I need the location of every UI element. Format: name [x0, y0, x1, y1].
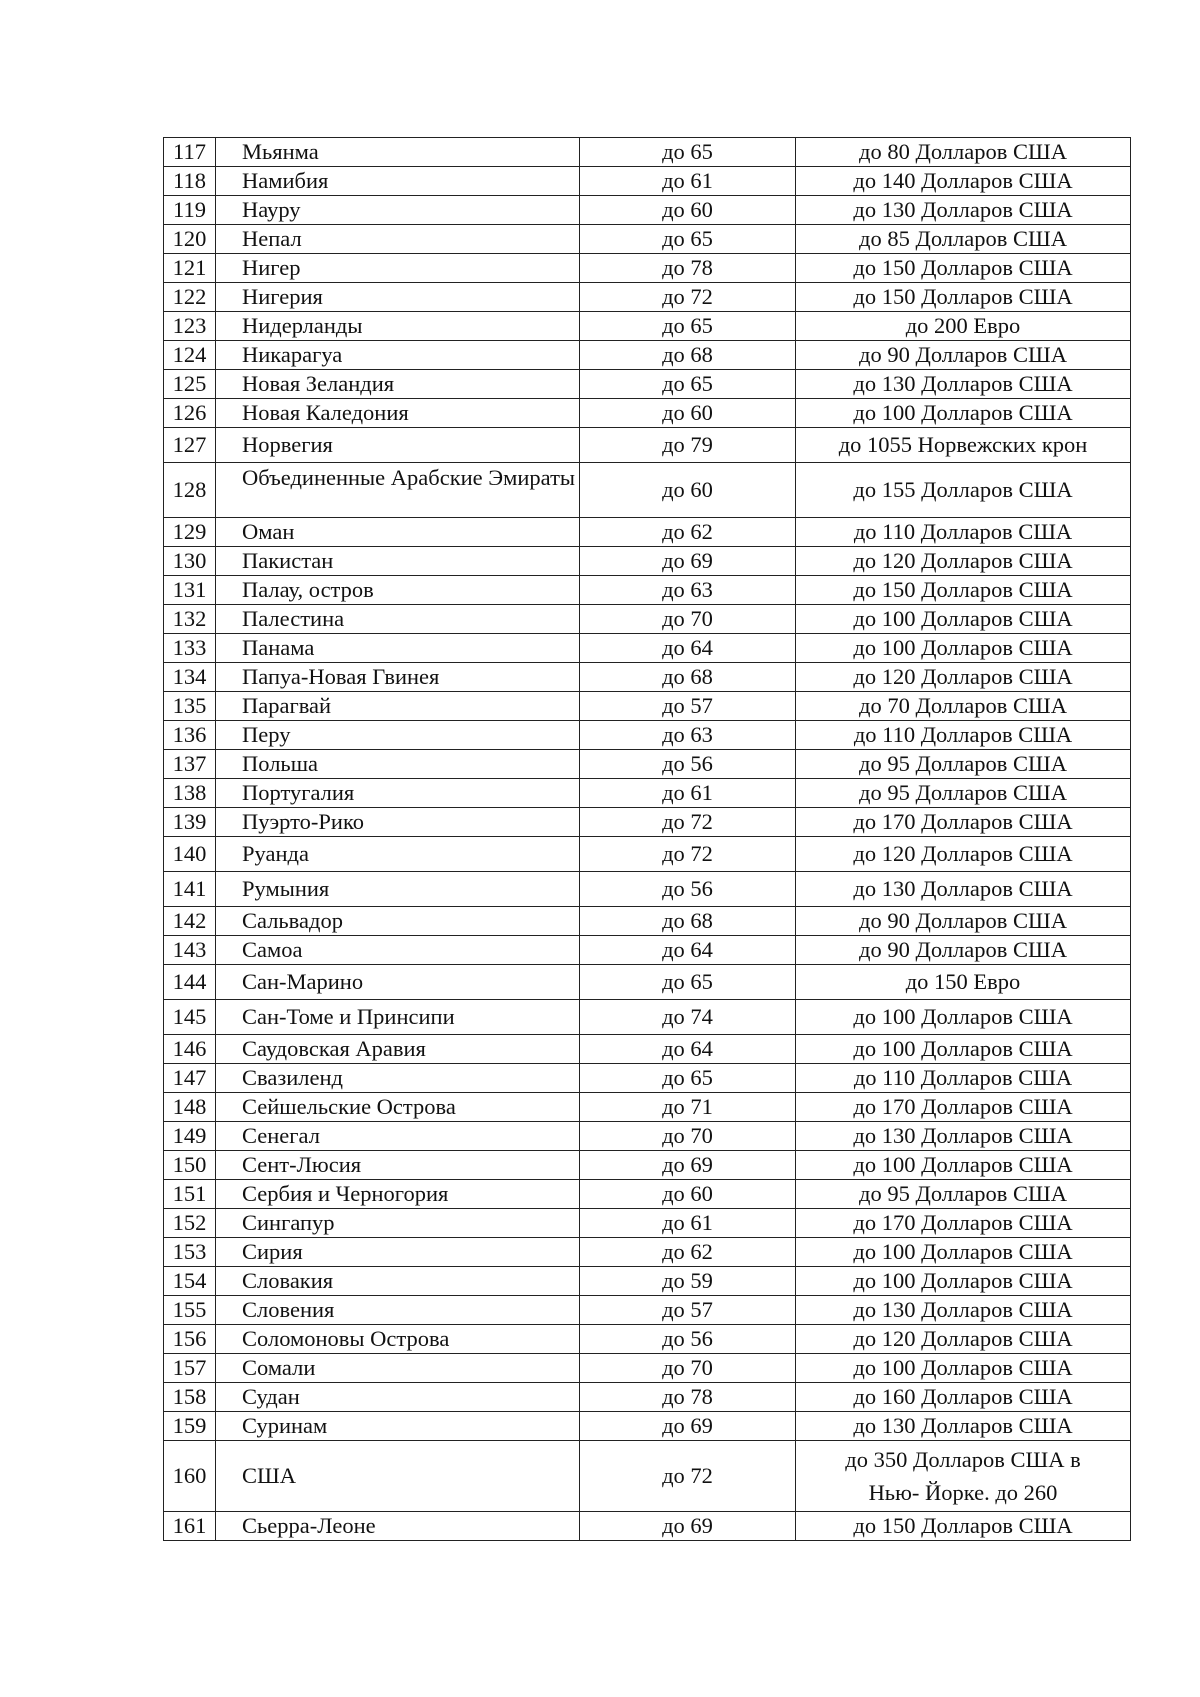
amount-cell: до 100 Долларов США	[796, 605, 1131, 634]
age-limit-cell: до 69	[580, 1151, 796, 1180]
row-number-cell: 145	[164, 1000, 216, 1035]
amount-cell: до 200 Евро	[796, 312, 1131, 341]
country-cell: Сенегал	[216, 1122, 580, 1151]
country-cell: Папуа-Новая Гвинея	[216, 663, 580, 692]
row-number-cell: 119	[164, 196, 216, 225]
row-number-cell: 146	[164, 1035, 216, 1064]
table-row	[164, 196, 1131, 225]
row-number-cell: 127	[164, 428, 216, 463]
amount-cell: до 70 Долларов США	[796, 692, 1131, 721]
amount-cell: до 110 Долларов США	[796, 518, 1131, 547]
table-row	[164, 1122, 1131, 1151]
age-limit-cell: до 68	[580, 663, 796, 692]
table-row	[164, 341, 1131, 370]
age-limit-cell: до 72	[580, 1441, 796, 1512]
country-cell: Сент-Люсия	[216, 1151, 580, 1180]
age-limit-cell: до 61	[580, 779, 796, 808]
table-row	[164, 138, 1131, 167]
amount-cell: до 95 Долларов США	[796, 779, 1131, 808]
row-number-cell: 134	[164, 663, 216, 692]
country-cell: США	[216, 1441, 580, 1512]
row-number-cell: 153	[164, 1238, 216, 1267]
table-row	[164, 576, 1131, 605]
age-limit-cell: до 63	[580, 576, 796, 605]
table-row	[164, 1354, 1131, 1383]
country-cell: Соломоновы Острова	[216, 1325, 580, 1354]
row-number-cell: 160	[164, 1441, 216, 1512]
country-cell: Непал	[216, 225, 580, 254]
amount-cell: до 170 Долларов США	[796, 808, 1131, 837]
row-number-cell: 137	[164, 750, 216, 779]
row-number-cell: 152	[164, 1209, 216, 1238]
table-row	[164, 370, 1131, 399]
age-limit-cell: до 57	[580, 692, 796, 721]
amount-cell: до 110 Долларов США	[796, 721, 1131, 750]
age-limit-cell: до 56	[580, 872, 796, 907]
row-number-cell: 129	[164, 518, 216, 547]
table-row	[164, 837, 1131, 872]
table-row	[164, 965, 1131, 1000]
age-limit-cell: до 62	[580, 518, 796, 547]
age-limit-cell: до 64	[580, 1035, 796, 1064]
age-limit-cell: до 62	[580, 1238, 796, 1267]
country-cell: Объединенные Арабские Эмираты	[216, 463, 580, 518]
country-cell: Руанда	[216, 837, 580, 872]
amount-cell: до 110 Долларов США	[796, 1064, 1131, 1093]
row-number-cell: 117	[164, 138, 216, 167]
amount-cell: до 350 Долларов США в Нью- Йорке. до 260	[796, 1441, 1131, 1512]
rates-table-body	[164, 138, 1131, 1541]
row-number-cell: 154	[164, 1267, 216, 1296]
table-row	[164, 1238, 1131, 1267]
amount-cell: до 100 Долларов США	[796, 1000, 1131, 1035]
country-cell: Парагвай	[216, 692, 580, 721]
age-limit-cell: до 70	[580, 1354, 796, 1383]
amount-cell: до 150 Долларов США	[796, 576, 1131, 605]
table-row	[164, 225, 1131, 254]
table-row	[164, 254, 1131, 283]
row-number-cell: 144	[164, 965, 216, 1000]
table-row	[164, 1000, 1131, 1035]
age-limit-cell: до 71	[580, 1093, 796, 1122]
amount-cell: до 100 Долларов США	[796, 1267, 1131, 1296]
amount-cell: до 160 Долларов США	[796, 1383, 1131, 1412]
age-limit-cell: до 61	[580, 167, 796, 196]
age-limit-cell: до 65	[580, 312, 796, 341]
table-row	[164, 463, 1131, 518]
age-limit-cell: до 60	[580, 463, 796, 518]
country-cell: Самоа	[216, 936, 580, 965]
row-number-cell: 143	[164, 936, 216, 965]
row-number-cell: 159	[164, 1412, 216, 1441]
table-row	[164, 663, 1131, 692]
table-row	[164, 872, 1131, 907]
amount-cell: до 130 Долларов США	[796, 196, 1131, 225]
age-limit-cell: до 74	[580, 1000, 796, 1035]
age-limit-cell: до 69	[580, 547, 796, 576]
row-number-cell: 131	[164, 576, 216, 605]
country-cell: Португалия	[216, 779, 580, 808]
age-limit-cell: до 72	[580, 808, 796, 837]
table-row	[164, 312, 1131, 341]
table-row	[164, 721, 1131, 750]
table-row	[164, 750, 1131, 779]
age-limit-cell: до 64	[580, 634, 796, 663]
table-row	[164, 547, 1131, 576]
table-row	[164, 283, 1131, 312]
age-limit-cell: до 60	[580, 196, 796, 225]
rates-table	[163, 137, 1131, 1541]
amount-cell: до 130 Долларов США	[796, 872, 1131, 907]
amount-cell: до 170 Долларов США	[796, 1209, 1131, 1238]
amount-cell: до 150 Долларов США	[796, 254, 1131, 283]
row-number-cell: 156	[164, 1325, 216, 1354]
country-cell: Сан-Томе и Принсипи	[216, 1000, 580, 1035]
table-row	[164, 1512, 1131, 1541]
age-limit-cell: до 68	[580, 907, 796, 936]
row-number-cell: 133	[164, 634, 216, 663]
table-row	[164, 1209, 1131, 1238]
amount-cell: до 1055 Норвежских крон	[796, 428, 1131, 463]
country-cell: Нигер	[216, 254, 580, 283]
country-cell: Пакистан	[216, 547, 580, 576]
age-limit-cell: до 72	[580, 283, 796, 312]
row-number-cell: 128	[164, 463, 216, 518]
amount-cell: до 120 Долларов США	[796, 547, 1131, 576]
country-cell: Польша	[216, 750, 580, 779]
country-cell: Сейшельские Острова	[216, 1093, 580, 1122]
age-limit-cell: до 69	[580, 1412, 796, 1441]
amount-cell: до 95 Долларов США	[796, 1180, 1131, 1209]
amount-cell: до 90 Долларов США	[796, 936, 1131, 965]
amount-cell: до 100 Долларов США	[796, 1151, 1131, 1180]
row-number-cell: 124	[164, 341, 216, 370]
amount-cell: до 80 Долларов США	[796, 138, 1131, 167]
age-limit-cell: до 59	[580, 1267, 796, 1296]
amount-cell: до 150 Долларов США	[796, 1512, 1131, 1541]
table-row	[164, 399, 1131, 428]
country-cell: Румыния	[216, 872, 580, 907]
amount-cell: до 100 Долларов США	[796, 634, 1131, 663]
country-cell: Сингапур	[216, 1209, 580, 1238]
age-limit-cell: до 57	[580, 1296, 796, 1325]
amount-cell: до 90 Долларов США	[796, 907, 1131, 936]
amount-cell: до 100 Долларов США	[796, 1354, 1131, 1383]
row-number-cell: 149	[164, 1122, 216, 1151]
country-cell: Нидерланды	[216, 312, 580, 341]
row-number-cell: 130	[164, 547, 216, 576]
table-row	[164, 1064, 1131, 1093]
age-limit-cell: до 64	[580, 936, 796, 965]
amount-cell: до 100 Долларов США	[796, 399, 1131, 428]
row-number-cell: 158	[164, 1383, 216, 1412]
country-cell: Сьерра-Леоне	[216, 1512, 580, 1541]
age-limit-cell: до 61	[580, 1209, 796, 1238]
amount-cell: до 130 Долларов США	[796, 1412, 1131, 1441]
amount-cell: до 120 Долларов США	[796, 837, 1131, 872]
row-number-cell: 122	[164, 283, 216, 312]
age-limit-cell: до 70	[580, 605, 796, 634]
table-row	[164, 1325, 1131, 1354]
table-row	[164, 1441, 1131, 1512]
country-cell: Сан-Марино	[216, 965, 580, 1000]
table-row	[164, 1151, 1131, 1180]
age-limit-cell: до 56	[580, 750, 796, 779]
table-row	[164, 779, 1131, 808]
age-limit-cell: до 69	[580, 1512, 796, 1541]
table-row	[164, 1412, 1131, 1441]
amount-cell: до 90 Долларов США	[796, 341, 1131, 370]
row-number-cell: 142	[164, 907, 216, 936]
table-row	[164, 518, 1131, 547]
row-number-cell: 147	[164, 1064, 216, 1093]
age-limit-cell: до 68	[580, 341, 796, 370]
age-limit-cell: до 65	[580, 225, 796, 254]
amount-cell: до 120 Долларов США	[796, 663, 1131, 692]
age-limit-cell: до 65	[580, 1064, 796, 1093]
row-number-cell: 141	[164, 872, 216, 907]
age-limit-cell: до 65	[580, 138, 796, 167]
country-cell: Новая Каледония	[216, 399, 580, 428]
row-number-cell: 161	[164, 1512, 216, 1541]
country-cell: Панама	[216, 634, 580, 663]
row-number-cell: 120	[164, 225, 216, 254]
row-number-cell: 125	[164, 370, 216, 399]
country-cell: Суринам	[216, 1412, 580, 1441]
age-limit-cell: до 60	[580, 1180, 796, 1209]
table-row	[164, 1093, 1131, 1122]
country-cell: Никарагуа	[216, 341, 580, 370]
age-limit-cell: до 78	[580, 1383, 796, 1412]
amount-cell: до 150 Евро	[796, 965, 1131, 1000]
age-limit-cell: до 56	[580, 1325, 796, 1354]
country-cell: Намибия	[216, 167, 580, 196]
row-number-cell: 136	[164, 721, 216, 750]
row-number-cell: 140	[164, 837, 216, 872]
table-row	[164, 167, 1131, 196]
country-cell: Перу	[216, 721, 580, 750]
country-cell: Науру	[216, 196, 580, 225]
country-cell: Оман	[216, 518, 580, 547]
row-number-cell: 138	[164, 779, 216, 808]
table-row	[164, 1180, 1131, 1209]
row-number-cell: 157	[164, 1354, 216, 1383]
age-limit-cell: до 65	[580, 370, 796, 399]
row-number-cell: 126	[164, 399, 216, 428]
row-number-cell: 123	[164, 312, 216, 341]
amount-cell: до 100 Долларов США	[796, 1035, 1131, 1064]
amount-cell: до 140 Долларов США	[796, 167, 1131, 196]
country-cell: Мьянма	[216, 138, 580, 167]
row-number-cell: 150	[164, 1151, 216, 1180]
row-number-cell: 135	[164, 692, 216, 721]
country-cell: Пуэрто-Рико	[216, 808, 580, 837]
table-row	[164, 634, 1131, 663]
age-limit-cell: до 78	[580, 254, 796, 283]
table-row	[164, 1296, 1131, 1325]
country-cell: Нигерия	[216, 283, 580, 312]
table-row	[164, 605, 1131, 634]
amount-cell: до 170 Долларов США	[796, 1093, 1131, 1122]
amount-cell: до 155 Долларов США	[796, 463, 1131, 518]
amount-cell: до 130 Долларов США	[796, 370, 1131, 399]
table-row	[164, 692, 1131, 721]
row-number-cell: 118	[164, 167, 216, 196]
table-row	[164, 1267, 1131, 1296]
country-cell: Судан	[216, 1383, 580, 1412]
country-cell: Сальвадор	[216, 907, 580, 936]
age-limit-cell: до 65	[580, 965, 796, 1000]
country-cell: Сербия и Черногория	[216, 1180, 580, 1209]
row-number-cell: 121	[164, 254, 216, 283]
age-limit-cell: до 70	[580, 1122, 796, 1151]
amount-cell: до 100 Долларов США	[796, 1238, 1131, 1267]
row-number-cell: 148	[164, 1093, 216, 1122]
table-row	[164, 808, 1131, 837]
amount-cell: до 130 Долларов США	[796, 1296, 1131, 1325]
country-cell: Свазиленд	[216, 1064, 580, 1093]
row-number-cell: 155	[164, 1296, 216, 1325]
amount-cell: до 95 Долларов США	[796, 750, 1131, 779]
amount-cell: до 130 Долларов США	[796, 1122, 1131, 1151]
row-number-cell: 139	[164, 808, 216, 837]
country-cell: Словакия	[216, 1267, 580, 1296]
country-cell: Словения	[216, 1296, 580, 1325]
row-number-cell: 132	[164, 605, 216, 634]
age-limit-cell: до 63	[580, 721, 796, 750]
amount-cell: до 120 Долларов США	[796, 1325, 1131, 1354]
table-row	[164, 1035, 1131, 1064]
age-limit-cell: до 72	[580, 837, 796, 872]
country-cell: Палестина	[216, 605, 580, 634]
row-number-cell: 151	[164, 1180, 216, 1209]
country-cell: Новая Зеландия	[216, 370, 580, 399]
country-cell: Норвегия	[216, 428, 580, 463]
age-limit-cell: до 79	[580, 428, 796, 463]
country-cell: Сирия	[216, 1238, 580, 1267]
country-cell: Палау, остров	[216, 576, 580, 605]
table-row	[164, 1383, 1131, 1412]
amount-cell: до 150 Долларов США	[796, 283, 1131, 312]
table-row	[164, 428, 1131, 463]
table-row	[164, 936, 1131, 965]
country-cell: Сомали	[216, 1354, 580, 1383]
table-row	[164, 907, 1131, 936]
age-limit-cell: до 60	[580, 399, 796, 428]
amount-cell: до 85 Долларов США	[796, 225, 1131, 254]
country-cell: Саудовская Аравия	[216, 1035, 580, 1064]
